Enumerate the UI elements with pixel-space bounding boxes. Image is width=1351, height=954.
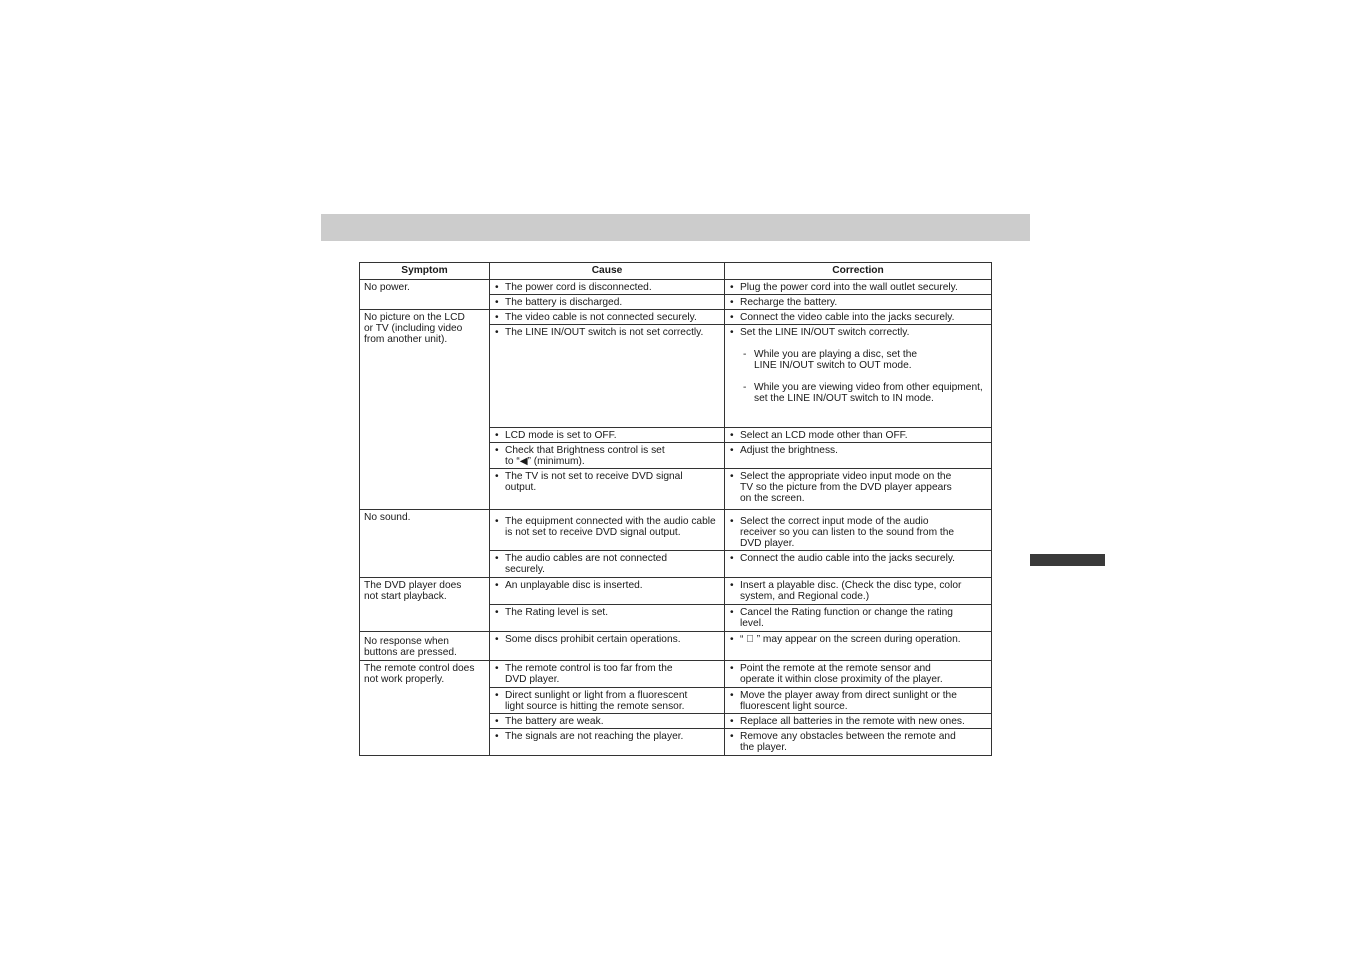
symptom-cell: The DVD player does not start playback.: [360, 578, 490, 632]
bullet-mark: •: [495, 716, 499, 727]
cause-cell: [490, 428, 725, 443]
table-row: [360, 578, 992, 605]
correction-text: Set the LINE IN/OUT switch correctly.: [740, 327, 910, 338]
correction-cell: [725, 443, 992, 469]
cause-cell: [490, 295, 725, 310]
bullet-mark: •: [495, 553, 499, 564]
cause-text: An unplayable disc is inserted.: [505, 580, 643, 591]
cause-cell: [490, 729, 725, 756]
correction-cell: [725, 661, 992, 688]
table-row: [360, 632, 992, 661]
bullet-mark: •: [495, 297, 499, 308]
bullet-mark: •: [730, 327, 734, 338]
cause-cell: [490, 280, 725, 295]
bullet-mark: •: [495, 663, 499, 674]
correction-cell: [725, 632, 992, 661]
correction-text: Move the player away from direct sunlight or the fluorescent light source.: [740, 690, 957, 712]
cause-cell: [490, 632, 725, 661]
symptom-cell: No sound.: [360, 510, 490, 578]
correction-text: Select the appropriate video input mode on the TV so the picture from the DVD player appears on the screen.: [740, 471, 952, 504]
correction-text: Cancel the Rating function or change the rating level.: [740, 607, 953, 629]
cause-cell: [490, 578, 725, 605]
correction-text: Connect the video cable into the jacks securely.: [740, 312, 955, 323]
bullet-mark: •: [730, 690, 734, 701]
bullet-mark: •: [730, 430, 734, 441]
correction-sub-list: [740, 338, 987, 415]
cause-cell: [490, 310, 725, 325]
cause-text: The Rating level is set.: [505, 607, 609, 618]
bullet-mark: •: [730, 297, 734, 308]
bullet-mark: •: [730, 471, 734, 482]
correction-text: Plug the power cord into the wall outlet securely.: [740, 282, 958, 293]
symptom-cell: No picture on the LCD or TV (including video from another unit).: [360, 310, 490, 510]
bullet-mark: •: [730, 312, 734, 323]
symptom-cell: The remote control does not work properly.: [360, 661, 490, 756]
bullet-mark: •: [495, 731, 499, 742]
cause-text: The audio cables are not connected securely.: [505, 553, 667, 575]
cause-cell: [490, 688, 725, 714]
table-row: [360, 280, 992, 295]
correction-sub-text: While you are playing a disc, set the LINE IN/OUT switch to OUT mode.: [754, 349, 918, 371]
correction-cell: [725, 688, 992, 714]
correction-sub-item: [740, 349, 987, 371]
cause-text: The equipment connected with the audio cable is not set to receive DVD signal output.: [505, 516, 716, 538]
correction-cell: [725, 469, 992, 510]
section-header-bar: [321, 214, 1030, 241]
cause-text: The battery are weak.: [505, 716, 604, 727]
bullet-mark: •: [730, 731, 734, 742]
correction-cell: [725, 295, 992, 310]
bullet-mark: •: [495, 607, 499, 618]
cause-cell: [490, 469, 725, 510]
bullet-mark: •: [495, 516, 499, 527]
correction-text: “ ⃠ ” may appear on the screen during operation.: [740, 634, 961, 645]
correction-cell: [725, 510, 992, 551]
bullet-mark: •: [495, 445, 499, 456]
correction-sub-text: While you are viewing video from other equipment, set the LINE IN/OUT switch to IN mode.: [754, 382, 983, 404]
bullet-mark: •: [730, 716, 734, 727]
correction-text: Point the remote at the remote sensor and operate it within close proximity of the player.: [740, 663, 943, 685]
bullet-mark: •: [495, 327, 499, 338]
correction-cell: [725, 578, 992, 605]
correction-text: Select the correct input mode of the audio receiver so you can listen to the sound from the DVD player.: [740, 516, 955, 549]
bullet-mark: •: [495, 580, 499, 591]
cause-cell: [490, 325, 725, 428]
table-row: [360, 661, 992, 688]
correction-text: Connect the audio cable into the jacks securely.: [740, 553, 956, 564]
cause-text: The power cord is disconnected.: [505, 282, 652, 293]
correction-cell: [725, 551, 992, 578]
correction-cell: [725, 605, 992, 632]
correction-text: Adjust the brightness.: [740, 445, 838, 456]
symptom-cell: No power.: [360, 280, 490, 310]
table-header-row: [360, 263, 992, 280]
dash-mark: -: [743, 382, 747, 393]
table-row: [360, 510, 992, 551]
bullet-mark: •: [730, 445, 734, 456]
cause-cell: [490, 605, 725, 632]
header-cause: Cause: [490, 263, 725, 280]
cause-text: The video cable is not connected securely.: [505, 312, 697, 323]
bullet-mark: •: [495, 471, 499, 482]
bullet-mark: •: [730, 580, 734, 591]
correction-text: Recharge the battery.: [740, 297, 838, 308]
correction-cell: [725, 280, 992, 295]
cause-text: The TV is not set to receive DVD signal output.: [505, 471, 683, 493]
bullet-mark: •: [495, 430, 499, 441]
cause-cell: [490, 661, 725, 688]
bullet-mark: •: [495, 282, 499, 293]
symptom-cell: No response when buttons are pressed.: [360, 632, 490, 661]
correction-sub-item: [740, 382, 987, 404]
table-row: [360, 310, 992, 325]
bullet-mark: •: [495, 634, 499, 645]
correction-text: Replace all batteries in the remote with new ones.: [740, 716, 965, 727]
header-correction: Correction: [725, 263, 992, 280]
cause-text: The signals are not reaching the player.: [505, 731, 684, 742]
bullet-mark: •: [730, 634, 734, 645]
correction-text: Select an LCD mode other than OFF.: [740, 430, 908, 441]
bullet-mark: •: [730, 516, 734, 527]
correction-cell: [725, 310, 992, 325]
bullet-mark: •: [730, 282, 734, 293]
cause-cell: [490, 510, 725, 551]
cause-text: Direct sunlight or light from a fluorescent light source is hitting the remote sensor.: [505, 690, 688, 712]
cause-text: The battery is discharged.: [505, 297, 623, 308]
correction-text: Insert a playable disc. (Check the disc type, color system, and Regional code.): [740, 580, 962, 602]
cause-cell: [490, 714, 725, 729]
bullet-mark: •: [495, 690, 499, 701]
cause-text: LCD mode is set to OFF.: [505, 430, 617, 441]
correction-text: Remove any obstacles between the remote and the player.: [740, 731, 956, 753]
cause-text: Check that Brightness control is set to “◀” (minimum).: [505, 445, 665, 467]
troubleshooting-table: [359, 262, 992, 756]
bullet-mark: •: [730, 553, 734, 564]
cause-text: The remote control is too far from the DVD player.: [505, 663, 673, 685]
correction-cell: [725, 729, 992, 756]
dash-mark: -: [743, 349, 747, 360]
cause-cell: [490, 443, 725, 469]
correction-cell: [725, 428, 992, 443]
bullet-mark: •: [495, 312, 499, 323]
cause-cell: [490, 551, 725, 578]
correction-cell: [725, 714, 992, 729]
bullet-mark: •: [730, 663, 734, 674]
header-symptom: Symptom: [360, 263, 490, 280]
correction-cell: [725, 325, 992, 428]
bullet-mark: •: [730, 607, 734, 618]
section-side-tab: [1030, 554, 1105, 566]
cause-text: The LINE IN/OUT switch is not set correctly.: [505, 327, 704, 338]
cause-text: Some discs prohibit certain operations.: [505, 634, 681, 645]
